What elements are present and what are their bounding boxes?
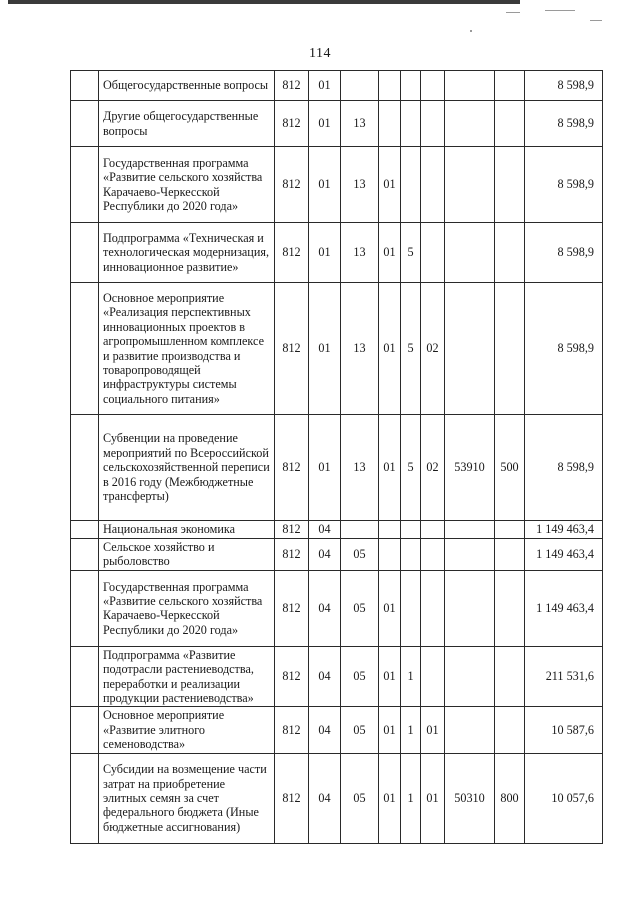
- code-cell-c3: 13: [341, 283, 379, 415]
- code-cell-c8: [495, 283, 525, 415]
- code-cell-c1: 812: [275, 707, 309, 753]
- code-cell-c2: 04: [309, 539, 341, 571]
- code-cell-c1: 812: [275, 570, 309, 646]
- code-cell-c5: [401, 539, 421, 571]
- code-cell-c2: 04: [309, 707, 341, 753]
- code-cell-c7: [445, 283, 495, 415]
- code-cell-c1: 812: [275, 223, 309, 283]
- code-cell-c7: [445, 707, 495, 753]
- table-row: [71, 570, 603, 646]
- page-number: 114: [309, 46, 331, 61]
- code-cell-c6: [421, 539, 445, 571]
- code-cell-c2: 04: [309, 521, 341, 539]
- code-cell-c1: 812: [275, 415, 309, 521]
- code-cell-c6: 01: [421, 707, 445, 753]
- code-cell-c4: 01: [379, 283, 401, 415]
- amount-cell: 10 057,6: [525, 753, 603, 843]
- code-cell-c2: 01: [309, 101, 341, 147]
- row-number-cell: [71, 707, 99, 753]
- code-cell-c7: [445, 223, 495, 283]
- code-cell-c8: [495, 521, 525, 539]
- code-cell-c4: 01: [379, 707, 401, 753]
- table-row: [71, 223, 603, 283]
- code-cell-c4: 01: [379, 147, 401, 223]
- code-cell-c3: 05: [341, 753, 379, 843]
- row-number-cell: [71, 147, 99, 223]
- item-name-cell: Общегосударственные вопросы: [99, 71, 275, 101]
- code-cell-c5: 1: [401, 646, 421, 707]
- code-cell-c5: [401, 71, 421, 101]
- code-cell-c5: 5: [401, 415, 421, 521]
- code-cell-c5: [401, 521, 421, 539]
- scan-top-edge: [8, 0, 520, 4]
- code-cell-c7: [445, 521, 495, 539]
- code-cell-c3: 05: [341, 646, 379, 707]
- code-cell-c3: 05: [341, 539, 379, 571]
- amount-cell: 1 149 463,4: [525, 521, 603, 539]
- code-cell-c8: [495, 101, 525, 147]
- row-number-cell: [71, 753, 99, 843]
- table-row: [71, 71, 603, 101]
- table-row: [71, 707, 603, 753]
- code-cell-c1: 812: [275, 646, 309, 707]
- item-name-cell: Государственная программа «Развитие сельского хозяйства Карачаево-Черкесской Республики до 2020 года»: [99, 147, 275, 223]
- code-cell-c8: 500: [495, 415, 525, 521]
- code-cell-c3: [341, 521, 379, 539]
- table-row: [71, 753, 603, 843]
- item-name-cell: Государственная программа «Развитие сельского хозяйства Карачаево-Черкесской Республики до 2020 года»: [99, 570, 275, 646]
- budget-table: [70, 70, 603, 844]
- amount-cell: 8 598,9: [525, 147, 603, 223]
- code-cell-c3: 13: [341, 147, 379, 223]
- code-cell-c6: 02: [421, 283, 445, 415]
- code-cell-c6: 01: [421, 753, 445, 843]
- code-cell-c2: 01: [309, 147, 341, 223]
- code-cell-c4: 01: [379, 753, 401, 843]
- code-cell-c2: 04: [309, 753, 341, 843]
- code-cell-c6: [421, 147, 445, 223]
- code-cell-c4: [379, 71, 401, 101]
- code-cell-c7: [445, 71, 495, 101]
- code-cell-c2: 01: [309, 71, 341, 101]
- row-number-cell: [71, 71, 99, 101]
- code-cell-c5: 5: [401, 283, 421, 415]
- table-row: [71, 415, 603, 521]
- code-cell-c7: 53910: [445, 415, 495, 521]
- code-cell-c1: 812: [275, 539, 309, 571]
- amount-cell: 8 598,9: [525, 223, 603, 283]
- code-cell-c6: [421, 570, 445, 646]
- code-cell-c1: 812: [275, 283, 309, 415]
- code-cell-c1: 812: [275, 753, 309, 843]
- code-cell-c3: 05: [341, 570, 379, 646]
- item-name-cell: Подпрограмма «Техническая и технологическая модернизация, инновационное развитие»: [99, 223, 275, 283]
- table-row: [71, 539, 603, 571]
- row-number-cell: [71, 521, 99, 539]
- amount-cell: 1 149 463,4: [525, 570, 603, 646]
- code-cell-c7: [445, 539, 495, 571]
- code-cell-c5: 1: [401, 753, 421, 843]
- code-cell-c4: 01: [379, 223, 401, 283]
- code-cell-c7: [445, 570, 495, 646]
- code-cell-c3: [341, 71, 379, 101]
- code-cell-c5: [401, 570, 421, 646]
- amount-cell: 8 598,9: [525, 71, 603, 101]
- item-name-cell: Основное мероприятие «Развитие элитного семеноводства»: [99, 707, 275, 753]
- row-number-cell: [71, 415, 99, 521]
- code-cell-c8: [495, 223, 525, 283]
- code-cell-c6: [421, 101, 445, 147]
- code-cell-c8: [495, 147, 525, 223]
- amount-cell: 211 531,6: [525, 646, 603, 707]
- item-name-cell: Сельское хозяйство и рыболовство: [99, 539, 275, 571]
- item-name-cell: Субвенции на проведение мероприятий по Всероссийской сельскохозяйственной переписи в 2016 году (Межбюджетные трансферты): [99, 415, 275, 521]
- table-row: [71, 283, 603, 415]
- row-number-cell: [71, 101, 99, 147]
- code-cell-c6: 02: [421, 415, 445, 521]
- row-number-cell: [71, 646, 99, 707]
- amount-cell: 8 598,9: [525, 101, 603, 147]
- code-cell-c4: 01: [379, 415, 401, 521]
- row-number-cell: [71, 223, 99, 283]
- code-cell-c2: 01: [309, 283, 341, 415]
- table-row: [71, 521, 603, 539]
- code-cell-c4: [379, 101, 401, 147]
- table-row: [71, 147, 603, 223]
- row-number-cell: [71, 570, 99, 646]
- code-cell-c3: 13: [341, 101, 379, 147]
- code-cell-c8: 800: [495, 753, 525, 843]
- amount-cell: 1 149 463,4: [525, 539, 603, 571]
- code-cell-c4: [379, 539, 401, 571]
- code-cell-c5: 1: [401, 707, 421, 753]
- item-name-cell: Субсидии на возмещение части затрат на приобретение элитных семян за счет федерального бюджета (Иные бюджетные ассигнования): [99, 753, 275, 843]
- code-cell-c8: [495, 646, 525, 707]
- code-cell-c2: 04: [309, 570, 341, 646]
- item-name-cell: Основное мероприятие «Реализация перспективных инновационных проектов в агропромышленном комплексе и развитие производства и товаропроводящей инфраструктуры системы социального питания»: [99, 283, 275, 415]
- amount-cell: 10 587,6: [525, 707, 603, 753]
- code-cell-c1: 812: [275, 101, 309, 147]
- row-number-cell: [71, 283, 99, 415]
- code-cell-c8: [495, 707, 525, 753]
- table-row: [71, 101, 603, 147]
- scan-mark: [590, 20, 602, 21]
- code-cell-c1: 812: [275, 71, 309, 101]
- code-cell-c4: [379, 521, 401, 539]
- item-name-cell: Другие общегосударственные вопросы: [99, 101, 275, 147]
- code-cell-c1: 812: [275, 147, 309, 223]
- code-cell-c7: [445, 646, 495, 707]
- amount-cell: 8 598,9: [525, 415, 603, 521]
- code-cell-c6: [421, 521, 445, 539]
- code-cell-c2: 01: [309, 223, 341, 283]
- amount-cell: 8 598,9: [525, 283, 603, 415]
- code-cell-c6: [421, 646, 445, 707]
- item-name-cell: Национальная экономика: [99, 521, 275, 539]
- table-row: [71, 646, 603, 707]
- code-cell-c6: [421, 223, 445, 283]
- code-cell-c4: 01: [379, 570, 401, 646]
- code-cell-c5: [401, 101, 421, 147]
- code-cell-c5: 5: [401, 223, 421, 283]
- code-cell-c6: [421, 71, 445, 101]
- code-cell-c8: [495, 570, 525, 646]
- code-cell-c7: [445, 101, 495, 147]
- code-cell-c3: 13: [341, 223, 379, 283]
- code-cell-c8: [495, 539, 525, 571]
- code-cell-c3: 05: [341, 707, 379, 753]
- scan-mark: [506, 12, 520, 13]
- code-cell-c2: 01: [309, 415, 341, 521]
- code-cell-c1: 812: [275, 521, 309, 539]
- code-cell-c4: 01: [379, 646, 401, 707]
- code-cell-c5: [401, 147, 421, 223]
- item-name-cell: Подпрограмма «Развитие подотрасли растениеводства, переработки и реализации продукции растениеводства»: [99, 646, 275, 707]
- code-cell-c7: 50310: [445, 753, 495, 843]
- scan-mark: [470, 30, 472, 32]
- row-number-cell: [71, 539, 99, 571]
- code-cell-c8: [495, 71, 525, 101]
- scan-mark: [545, 10, 575, 11]
- code-cell-c3: 13: [341, 415, 379, 521]
- code-cell-c2: 04: [309, 646, 341, 707]
- code-cell-c7: [445, 147, 495, 223]
